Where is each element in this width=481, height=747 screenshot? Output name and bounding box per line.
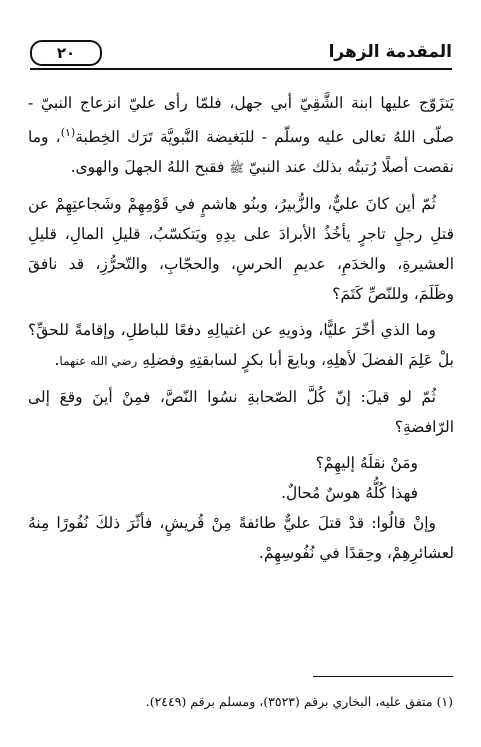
paragraph-3: وما الذي أخّرَ عليًّا، وذويهِ عن اغتيالِهِ دفعًا للباطلِ، وإقامةً للحقِّ؟ بلْ عَلِمَ الفضلَ لأهلِهِ، وبايعَ أبا بكرٍ لسابقتِهِ وفضلِهِ رضي الله عنهما. bbox=[28, 321, 454, 370]
footnote-divider bbox=[313, 676, 453, 677]
paragraph-1-end: ، وما نقصت أصلًا رُتبتُه بذلك عند النبيّ bbox=[28, 128, 454, 177]
line-conclusion: فهذا كُلُّهُ هوسٌ مُحالٌ. bbox=[281, 484, 418, 503]
paragraph-4: ثُمّ لو قيلَ: إنّ كُلَّ الصّحابةِ نسُوا النّصَّ، فمِنْ أينَ وقعَ إلى الرّافضةِ؟ bbox=[28, 388, 454, 437]
footnote: (١) متفق عليه، البخاري برقم (٣٥٢٣)، ومسلم برقم (٢٤٤٩). bbox=[145, 694, 453, 709]
honorific-symbol: رضي الله عنهما bbox=[59, 354, 138, 369]
paragraph-1-text: يَتزَوّج عليها ابنة الشَّقِيّ أبي جهل، فلمّا رأى عليّ انزعاج النبيّ - صلّى اللهُ تعالى عليه وسلّم - للبَغيضة النَّبويَّة تَرَك الخِطبة bbox=[28, 94, 454, 147]
page-number-badge: ٢٠ bbox=[30, 40, 102, 66]
line-question: ومَنْ نقلَهُ إليهِمْ؟ bbox=[315, 454, 418, 473]
paragraph-1-tail: فقبح اللهُ الجهلَ والهوى. bbox=[70, 158, 225, 177]
main-text bbox=[28, 88, 454, 574]
salawat-symbol: ﷺ bbox=[229, 161, 244, 176]
header-divider bbox=[30, 68, 452, 70]
paragraph-1 bbox=[28, 88, 454, 183]
page-header bbox=[30, 40, 452, 70]
footnote-marker[interactable]: (١) bbox=[60, 126, 76, 139]
running-title: المقدمة الزهرا bbox=[328, 42, 452, 62]
paragraph-2: ثُمّ أين كانَ عليٌّ، والزُّبيرُ، وبنُو هاشمٍ في قَوْمِهِمْ وشَجاعتِهِمْ عن قتلِ رجلٍ تاجرٍ يأخُذُ الأبرادَ على يدِهِ ويَتكسّبُ، قليلِ المالِ، قليلِ العشيرةِ، والخدَمِ، عديمِ الحرسِ، والحجّابِ، والتّحرُّزِ، قد نافقَ وظَلَمَ، وللنّصِّ كَتَمَ؟ bbox=[28, 195, 454, 304]
paragraph-3-text: وما الذي أخّرَ عليًّا، وذويهِ عن اغتيالِهِ دفعًا للباطلِ، وإقامةً للحقِّ؟ بلْ عَلِمَ الفضلَ لأهلِهِ، وبايعَ أبا بكرٍ لسابقتِهِ وفضلِهِ bbox=[28, 321, 454, 370]
paragraph-5: وإنْ قالُوا: قدْ قتلَ عليٌّ طائفةً مِنْ قُريشٍ، فأثّرَ ذلكَ نُفُورًا مِنهُ لعشائرِهِمْ، وحِقدًا في نُفُوسِهِمْ. bbox=[28, 514, 454, 563]
